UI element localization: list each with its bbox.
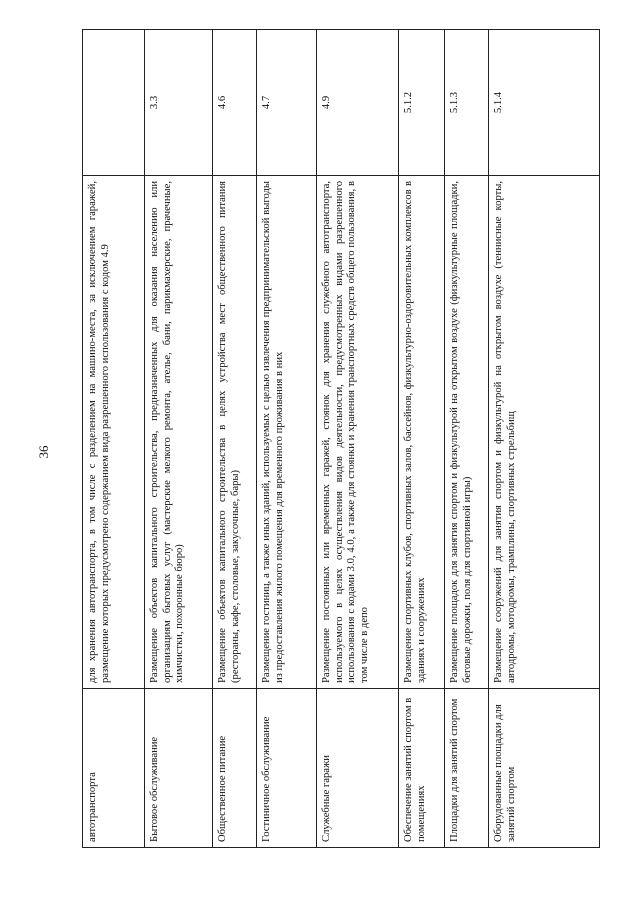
use-name-cell: Гостиничное обслуживание	[257, 689, 317, 848]
use-code-cell: 4.6	[213, 30, 257, 176]
table-row	[83, 30, 145, 848]
use-description-cell: Размещение сооружений для занятия спортом и физкультурой на открытом воздухе (теннисные корты, автодромы, мотодромы, трамплины, спортивных стрельбищ	[489, 176, 600, 689]
use-code-cell: 5.1.3	[445, 30, 489, 176]
use-description-cell: Размещение объектов капитального строительства в целях устройства мест общественного питания (рестораны, кафе, столовые, закусочные, бары)	[213, 176, 257, 689]
table-row	[145, 30, 213, 848]
use-code-cell: 3.3	[145, 30, 213, 176]
table-row	[213, 30, 257, 848]
table-row	[317, 30, 399, 848]
use-code-cell: 5.1.2	[399, 30, 445, 176]
use-name-cell: Общественное питание	[213, 689, 257, 848]
use-code-cell: 5.1.4	[489, 30, 600, 176]
table-row	[257, 30, 317, 848]
page-number: 36	[36, 445, 51, 459]
use-code-cell: 4.9	[317, 30, 399, 176]
use-name-cell: Оборудованные площадки для занятий спортом	[489, 689, 600, 848]
use-name-cell: Площадки для занятий спортом	[445, 689, 489, 848]
table-row	[445, 30, 489, 848]
use-description-cell: Размещение объектов капитального строительства, предназначенных для оказания населению или организациям бытовых услуг (мастерские мелкого ремонта, ателье, бани, парикмахерские, прачечные, химчистки, похоронные бюро)	[145, 176, 213, 689]
use-description-cell: Размещение постоянных или временных гаражей, стоянок для хранения служебного автотранспорта, используемого в целях осуществления видов деятельности, предусмотренных видами разрешенного использования с кодами 3.0, 4.0, а также для стоянки и хранения транспортных средств общего пользования, в том числе в депо	[317, 176, 399, 689]
table-row	[399, 30, 445, 848]
table-row	[489, 30, 600, 848]
use-name-cell: Бытовое обслуживание	[145, 689, 213, 848]
rotated-table-container	[82, 63, 599, 848]
use-code-cell: 4.7	[257, 30, 317, 176]
use-description-cell: Размещение площадок для занятия спортом и физкультурой на открытом воздухе (физкультурные площадки, беговые дорожки, поля для спортивной игры)	[445, 176, 489, 689]
use-name-cell: Служебные гаражи	[317, 689, 399, 848]
use-name-cell: Обеспечение занятий спортом в помещениях	[399, 689, 445, 848]
use-description-cell: Размещение гостиниц, а также иных зданий, используемых с целью извлечения предпринимательской выгоды из предоставления жилого помещения для временного проживания в них	[257, 176, 317, 689]
use-code-cell	[83, 30, 145, 176]
use-description-cell: Размещение спортивных клубов, спортивных залов, бассейнов, физкультурно-оздоровительных комплексов в зданиях и сооружениях	[399, 176, 445, 689]
use-name-cell: автотранспорта	[83, 689, 145, 848]
use-description-cell: для хранения автотранспорта, в том числе с разделением на машино-места, за исключением гаражей, размещение которых предусмотрено содержанием вида разрешенного использования с кодом 4.9	[83, 176, 145, 689]
land-use-table	[82, 29, 600, 848]
